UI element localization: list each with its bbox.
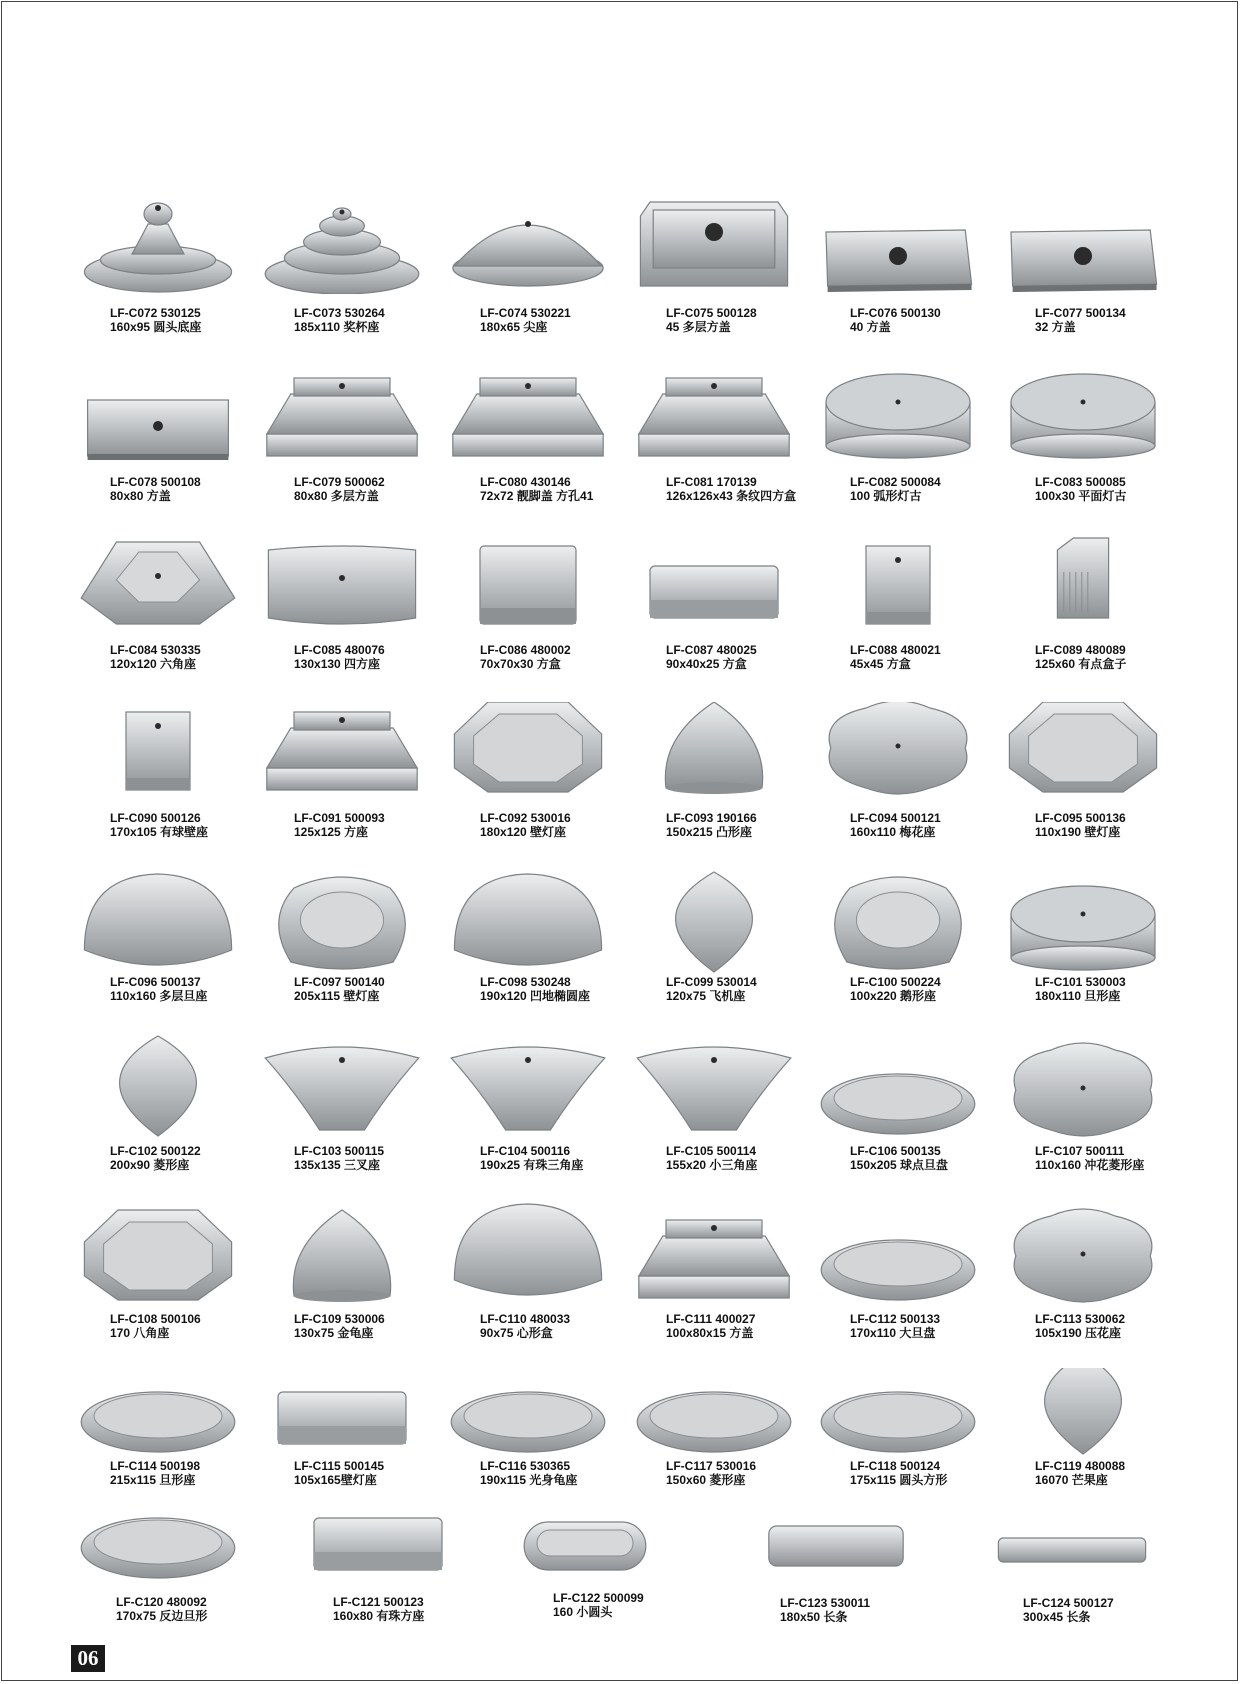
product-photo-icon [1003,1368,1163,1458]
product-item [505,1512,665,1584]
product-code: LF-C121 500123 [333,1595,424,1609]
product-item [78,1034,238,1140]
product-item [448,198,608,294]
product-photo-icon [262,368,422,464]
product-description: 105x165壁灯座 [294,1473,377,1487]
product-code: LF-C075 500128 [666,306,757,320]
product-description: 100x80x15 方盖 [666,1326,754,1340]
product-code: LF-C115 500145 [294,1459,385,1473]
product-photo-icon [756,1512,916,1584]
product-code: LF-C085 480076 [294,643,385,657]
product-item [818,536,978,632]
product-item [78,1200,238,1306]
product-description: 72x72 靓脚盖 方孔41 [480,489,594,503]
product-item [1003,536,1163,632]
product-item [78,1512,238,1584]
product-photo-icon [634,1034,794,1140]
product-code: LF-C108 500106 [110,1312,201,1326]
product-description: 130x75 金龟座 [294,1326,374,1340]
product-item [78,536,238,632]
product-photo-icon [634,368,794,464]
product-code: LF-C097 500140 [294,975,385,989]
product-description: 150x205 球点旦盘 [850,1158,949,1172]
product-item [634,702,794,798]
product-item [634,536,794,632]
product-description: 205x115 壁灯座 [294,989,380,1003]
product-photo-icon [992,1512,1152,1584]
product-description: 80x80 方盖 [110,489,171,503]
product-item [1003,702,1163,798]
product-photo-icon [262,1368,422,1458]
product-description: 100x30 平面灯古 [1035,489,1127,503]
product-item [818,1034,978,1140]
product-code: LF-C072 530125 [110,306,201,320]
product-photo-icon [1003,1034,1163,1140]
product-description: 100x220 鹅形座 [850,989,937,1003]
product-item [1003,1034,1163,1140]
product-code: LF-C098 530248 [480,975,571,989]
product-code: LF-C082 500084 [850,475,941,489]
product-code: LF-C081 170139 [666,475,757,489]
product-description: 160x95 圆头底座 [110,320,202,334]
product-description: 300x45 长条 [1023,1610,1091,1624]
product-description: 150x60 菱形座 [666,1473,746,1487]
product-item [262,198,422,294]
product-photo-icon [448,198,608,294]
product-code: LF-C103 500115 [294,1144,385,1158]
product-item [818,868,978,976]
product-code: LF-C095 500136 [1035,811,1126,825]
product-item [262,702,422,798]
product-description: 32 方盖 [1035,320,1076,334]
product-photo-icon [1003,1200,1163,1306]
product-description: 125x125 方座 [294,825,369,839]
product-description: 160x110 梅花座 [850,825,936,839]
product-description: 90x40x25 方盒 [666,657,747,671]
product-code: LF-C087 480025 [666,643,757,657]
product-item [1003,198,1163,294]
product-description: 120x75 飞机座 [666,989,746,1003]
product-item [448,1200,608,1306]
product-code: LF-C120 480092 [116,1595,207,1609]
product-item [634,868,794,976]
product-description: 200x90 菱形座 [110,1158,190,1172]
product-code: LF-C073 530264 [294,306,385,320]
product-description: 110x160 多层旦座 [110,989,208,1003]
product-item [818,1200,978,1306]
product-item [262,1368,422,1458]
product-item [634,198,794,294]
product-description: 105x190 压花座 [1035,1326,1122,1340]
product-code: LF-C123 530011 [780,1596,871,1610]
product-code: LF-C110 480033 [480,1312,571,1326]
product-item [756,1512,916,1584]
product-description: 45 多层方盖 [666,320,731,334]
product-photo-icon [448,1034,608,1140]
product-description: 190x120 凹地椭圆座 [480,989,591,1003]
product-code: LF-C109 530006 [294,1312,385,1326]
product-code: LF-C077 500134 [1035,306,1126,320]
product-photo-icon [818,702,978,798]
product-code: LF-C094 500121 [850,811,941,825]
product-photo-icon [634,868,794,976]
product-item [262,1034,422,1140]
product-item [1003,368,1163,464]
product-description: 180x120 壁灯座 [480,825,567,839]
product-code: LF-C088 480021 [850,643,941,657]
product-item [448,368,608,464]
product-photo-icon [262,198,422,294]
product-photo-icon [634,536,794,632]
product-photo-icon [262,1034,422,1140]
product-code: LF-C106 500135 [850,1144,941,1158]
product-item [634,1034,794,1140]
product-item [262,368,422,464]
product-description: 16070 芒果座 [1035,1473,1108,1487]
product-description: 190x115 光身龟座 [480,1473,578,1487]
product-item [634,1200,794,1306]
product-photo-icon [262,868,422,976]
product-photo-icon [634,198,794,294]
product-code: LF-C092 530016 [480,811,571,825]
product-item [448,868,608,976]
product-photo-icon [262,536,422,632]
product-description: 170x110 大旦盘 [850,1326,936,1340]
product-item [78,368,238,464]
product-description: 45x45 方盒 [850,657,911,671]
product-photo-icon [298,1512,458,1584]
product-description: 175x115 圆头方形 [850,1473,948,1487]
product-code: LF-C084 530335 [110,643,201,657]
product-description: 185x110 奖杯座 [294,320,380,334]
product-description: 70x70x30 方盒 [480,657,561,671]
product-description: 180x65 尖座 [480,320,548,334]
product-code: LF-C090 500126 [110,811,201,825]
product-item [448,536,608,632]
product-item [262,536,422,632]
product-item [818,368,978,464]
product-code: LF-C076 500130 [850,306,941,320]
product-photo-icon [262,702,422,798]
product-code: LF-C080 430146 [480,475,571,489]
product-photo-icon [78,1368,238,1458]
product-photo-icon [1003,868,1163,976]
product-photo-icon [818,1368,978,1458]
product-description: 150x215 凸形座 [666,825,753,839]
product-photo-icon [78,1200,238,1306]
product-photo-icon [818,198,978,294]
product-photo-icon [78,868,238,976]
product-item [1003,868,1163,976]
product-item [78,868,238,976]
product-code: LF-C101 530003 [1035,975,1126,989]
product-code: LF-C091 500093 [294,811,385,825]
product-description: 130x130 四方座 [294,657,381,671]
product-code: LF-C104 500116 [480,1144,571,1158]
product-code: LF-C117 530016 [666,1459,757,1473]
product-code: LF-C078 500108 [110,475,201,489]
product-photo-icon [78,198,238,294]
product-item [448,702,608,798]
product-code: LF-C089 480089 [1035,643,1126,657]
product-description: 160 小圆头 [553,1605,613,1619]
product-description: 170x105 有球壁座 [110,825,209,839]
product-description: 90x75 心形盒 [480,1326,553,1340]
product-description: 180x110 旦形座 [1035,989,1121,1003]
product-photo-icon [448,1200,608,1306]
product-photo-icon [818,1034,978,1140]
product-description: 40 方盖 [850,320,891,334]
product-item [78,702,238,798]
product-photo-icon [818,368,978,464]
product-code: LF-C118 500124 [850,1459,941,1473]
product-photo-icon [818,868,978,976]
product-photo-icon [818,536,978,632]
product-code: LF-C096 500137 [110,975,201,989]
product-item [634,1368,794,1458]
product-description: 100 弧形灯古 [850,489,922,503]
product-photo-icon [1003,368,1163,464]
product-code: LF-C112 500133 [850,1312,941,1326]
product-description: 80x80 多层方盖 [294,489,379,503]
product-code: LF-C124 500127 [1023,1596,1114,1610]
product-item [818,198,978,294]
product-photo-icon [1003,198,1163,294]
product-description: 120x120 六角座 [110,657,197,671]
product-item [298,1512,458,1584]
product-description: 170x75 反边旦形 [116,1609,208,1623]
product-photo-icon [634,702,794,798]
product-description: 110x190 壁灯座 [1035,825,1121,839]
product-description: 155x20 小三角座 [666,1158,758,1172]
product-description: 215x115 旦形座 [110,1473,196,1487]
product-description: 125x60 有点盒子 [1035,657,1127,671]
product-photo-icon [1003,536,1163,632]
product-photo-icon [505,1512,665,1584]
product-photo-icon [634,1368,794,1458]
product-description: 160x80 有珠方座 [333,1609,425,1623]
product-photo-icon [448,702,608,798]
product-code: LF-C093 190166 [666,811,757,825]
product-code: LF-C111 400027 [666,1312,756,1326]
product-item [78,198,238,294]
product-item [634,368,794,464]
product-code: LF-C083 500085 [1035,475,1126,489]
product-photo-icon [818,1200,978,1306]
product-photo-icon [78,368,238,464]
product-photo-icon [78,1512,238,1584]
product-code: LF-C079 500062 [294,475,385,489]
product-photo-icon [634,1200,794,1306]
product-photo-icon [78,1034,238,1140]
product-code: LF-C086 480002 [480,643,571,657]
product-code: LF-C074 530221 [480,306,571,320]
product-description: 135x135 三叉座 [294,1158,381,1172]
product-description: 170 八角座 [110,1326,170,1340]
product-code: LF-C099 530014 [666,975,757,989]
product-code: LF-C113 530062 [1035,1312,1126,1326]
product-item [818,702,978,798]
product-description: 126x126x43 条纹四方盒 [666,489,797,503]
product-item [1003,1368,1163,1458]
product-photo-icon [78,702,238,798]
page-number: 06 [71,1645,105,1672]
product-photo-icon [1003,702,1163,798]
product-photo-icon [78,536,238,632]
product-code: LF-C116 530365 [480,1459,571,1473]
product-item [448,1368,608,1458]
product-item [1003,1200,1163,1306]
product-item [992,1512,1152,1584]
product-item [448,1034,608,1140]
product-description: 190x25 有珠三角座 [480,1158,584,1172]
product-code: LF-C100 500224 [850,975,941,989]
product-photo-icon [262,1200,422,1306]
product-photo-icon [448,1368,608,1458]
product-photo-icon [448,536,608,632]
product-description: 180x50 长条 [780,1610,848,1624]
product-code: LF-C114 500198 [110,1459,201,1473]
product-code: LF-C122 500099 [553,1591,644,1605]
product-code: LF-C107 500111 [1035,1144,1125,1158]
product-code: LF-C102 500122 [110,1144,201,1158]
product-item [818,1368,978,1458]
product-code: LF-C105 500114 [666,1144,757,1158]
product-code: LF-C119 480088 [1035,1459,1126,1473]
product-description: 110x160 冲花菱形座 [1035,1158,1145,1172]
product-photo-icon [448,368,608,464]
product-item [262,1200,422,1306]
product-item [262,868,422,976]
product-item [78,1368,238,1458]
product-photo-icon [448,868,608,976]
